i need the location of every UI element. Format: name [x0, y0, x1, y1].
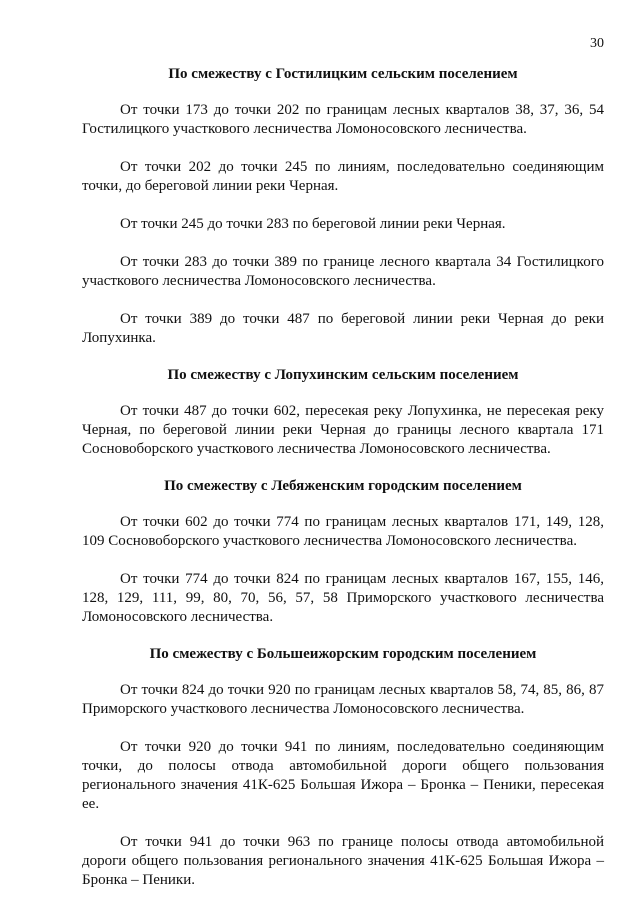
section-gostilitsy [82, 66, 604, 348]
section-lopukhinka [82, 367, 604, 459]
section-heading: По смежеству с Гостилицким сельским поселением [168, 66, 518, 82]
paragraph: От точки 283 до точки 389 по границе лесного квартала 34 Гостилицкого участкового лесничества Ломоносовского лесничества. [82, 254, 604, 289]
section-lebyazhye [82, 478, 604, 627]
paragraph: От точки 487 до точки 602, пересекая реку Лопухинка, не пересекая реку Черная, по береговой линии реки Черная до границы лесного квартала 171 Сосновоборского участкового лесничества Ломоносовского лесничества. [82, 403, 604, 457]
paragraph: От точки 941 до точки 963 по границе полосы отвода автомобильной дороги общего пользования регионального значения 41К-625 Большая Ижора – Бронка – Пеники. [82, 834, 604, 888]
section-bolshaya-izhora [82, 646, 604, 890]
paragraph: От точки 920 до точки 941 по линиям, последовательно соединяющим точки, до полосы отвода автомобильной дороги общего пользования регионального значения 41К-625 Большая Ижора – Бронка – Пеники, пересекая ее. [82, 739, 604, 812]
paragraph: От точки 824 до точки 920 по границам лесных кварталов 58, 74, 85, 86, 87 Приморского участкового лесничества Ломоносовского лесничества. [82, 682, 604, 717]
page-number: 30 [590, 36, 604, 51]
paragraph: От точки 245 до точки 283 по береговой линии реки Черная. [120, 216, 506, 232]
paragraph: От точки 389 до точки 487 по береговой линии реки Черная до реки Лопухинка. [82, 311, 604, 346]
paragraph: От точки 173 до точки 202 по границам лесных кварталов 38, 37, 36, 54 Гостилицкого участкового лесничества Ломоносовского лесничества. [82, 102, 604, 137]
paragraph: От точки 202 до точки 245 по линиям, последовательно соединяющим точки, до береговой линии реки Черная. [82, 159, 604, 194]
section-heading: По смежеству с Лебяженским городским поселением [164, 478, 522, 494]
paragraph: От точки 774 до точки 824 по границам лесных кварталов 167, 155, 146, 128, 129, 111, 99, 80, 70, 56, 57, 58 Приморского участкового лесничества Ломоносовского лесничества. [82, 571, 604, 625]
document-body [82, 60, 604, 909]
paragraph: От точки 602 до точки 774 по границам лесных кварталов 171, 149, 128, 109 Сосновоборского участкового лесничества Ломоносовского лесничества. [82, 514, 604, 549]
section-heading: По смежеству с Большеижорским городским поселением [149, 646, 537, 662]
section-heading: По смежеству с Лопухинским сельским поселением [167, 367, 519, 383]
